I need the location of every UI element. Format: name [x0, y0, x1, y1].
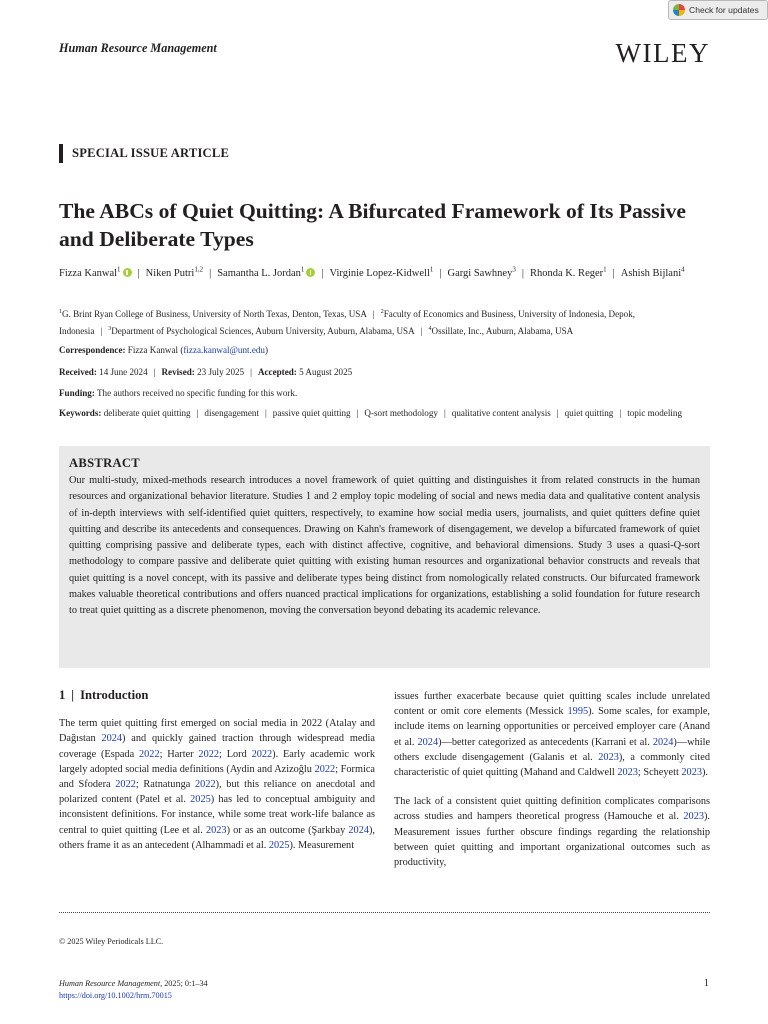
correspondence-email-link[interactable]: fizza.kanwal@unt.edu: [183, 345, 265, 355]
citation-link[interactable]: 2023: [683, 811, 704, 823]
section-number: 1: [59, 688, 66, 702]
affiliation-marker: 3: [108, 326, 112, 333]
citation-link[interactable]: 2023: [617, 767, 638, 779]
keyword[interactable]: passive quiet quitting: [272, 408, 351, 418]
journal-name: Human Resource Management: [59, 41, 217, 55]
affiliation-separator: |: [420, 326, 423, 337]
affiliation-text: Department of Psychological Sciences, Auburn University, Auburn, Alabama, USA: [111, 326, 415, 337]
funding-text: The authors received no specific funding for this work.: [97, 388, 298, 398]
citation-link[interactable]: 2023: [598, 751, 619, 763]
citation-link[interactable]: 2022: [195, 779, 216, 791]
author-name: Virginie Lopez-Kidwell: [329, 267, 430, 279]
citation-link[interactable]: 2022: [198, 748, 220, 760]
affiliation-separator: |: [100, 326, 103, 337]
abstract-box: [59, 446, 710, 668]
citation-link[interactable]: 2023: [681, 767, 702, 779]
author-separator: |: [137, 267, 140, 279]
keyword[interactable]: quiet quitting: [564, 408, 614, 418]
article-title: The ABCs of Quiet Quitting: A Bifurcated Framework of Its Passive and Deliberate Types: [59, 199, 686, 251]
author: [145, 265, 204, 279]
keyword-separator: |: [356, 408, 359, 418]
orcid-icon[interactable]: [306, 268, 315, 277]
received-label: Received:: [59, 367, 97, 377]
article-dates: Received: 14 June 2024 | Revised: 23 July 2025 | Accepted: 5 August 2025: [59, 367, 353, 377]
author-name: Rhonda K. Reger: [529, 267, 604, 279]
author-affiliation-marker: 1: [300, 265, 305, 273]
affiliation-marker: 1: [59, 309, 62, 315]
left-column: [59, 688, 375, 867]
author: [59, 265, 132, 279]
author-affiliation-marker: 1: [117, 265, 121, 273]
affiliation: [108, 326, 415, 336]
affiliation-marker: 2: [380, 309, 384, 315]
keyword[interactable]: deliberate quiet quitting: [103, 408, 191, 418]
author: [529, 265, 607, 279]
affiliation-text: Faculty of Economics and Business, University of Indonesia, Depok, Indonesia: [59, 309, 636, 337]
author-affiliation-marker: 1,2: [194, 265, 204, 273]
keywords-label: Keywords:: [59, 408, 102, 418]
body-paragraph: issues further exacerbate because quiet quitting scales include unrelated content or omit core elements (Messick 1995). Some scales, for example, include items on learning opportunities or perceived employer care (Anand et al. 2024)—better categorized as antecedents (Karrani et al. 2024)—while others exclude disengagement (Galanis et al. 2023), a commonly cited characteristic of quiet quitting (Mahand and Caldwell 2023; Scheyett 2023).: [394, 691, 711, 779]
author-affiliation-marker: 1: [603, 265, 607, 273]
citation-link[interactable]: 2022: [139, 748, 160, 760]
author: [620, 265, 685, 279]
author: [447, 265, 516, 279]
doi-link[interactable]: https://doi.org/10.1002/hrm.70015: [59, 991, 172, 1000]
keyword[interactable]: qualitative content analysis: [451, 408, 551, 418]
citation-link[interactable]: 2022: [251, 748, 273, 760]
accepted-label: Accepted:: [257, 367, 297, 377]
citation-link[interactable]: 2024: [652, 736, 674, 748]
author-list: [59, 262, 711, 281]
page-number: 1: [703, 978, 709, 989]
affiliation-marker: 4: [428, 326, 432, 333]
revised-label: Revised:: [161, 367, 195, 377]
abstract-heading: ABSTRACT: [69, 456, 140, 470]
affiliation-separator: |: [372, 309, 375, 320]
keyword[interactable]: topic modeling: [627, 408, 682, 418]
keyword-separator: |: [264, 408, 267, 418]
correspondence-label: Correspondence:: [59, 345, 126, 355]
right-column: [394, 689, 710, 884]
footer-divider: [59, 912, 710, 913]
affiliations: [59, 305, 711, 339]
author-name: Gargi Sawhney: [447, 267, 513, 279]
author-name: Fizza Kanwal: [59, 267, 118, 279]
copyright: © 2025 Wiley Periodicals LLC.: [59, 937, 164, 946]
body-paragraph: The lack of a consistent quiet quitting definition complicates comparisons across studies and hampers theoretical progress (Hamouche et al. 2023). Measurement issues further obscure findings regarding the relationship between quiet quitting and important organizational outcomes such as productivity,: [394, 796, 710, 869]
citation-link[interactable]: 2023: [205, 824, 227, 836]
received-date: 14 June 2024: [99, 367, 148, 377]
section-title: Introduction: [80, 688, 149, 702]
author-separator: |: [521, 267, 524, 279]
keyword-separator: |: [556, 408, 559, 418]
author-name: Niken Putri: [145, 267, 195, 279]
footer-journal: Human Resource Management,: [59, 979, 163, 988]
author-affiliation-marker: 4: [681, 265, 685, 273]
author-name: Ashish Bijlani: [620, 267, 682, 279]
body-paragraph: The term quiet quitting first emerged on social media in 2022 (Atalay and Dağıstan 2024) and quickly gained traction through widespread media coverage (Espada 2022; Harter 2022; Lord 2022). Early academic work largely adopted social media definitions (Aydin and Azizoğlu 2022; Formica and Sfodera 2022; Ratnatunga 2022), but this reliance on anecdotal and polarized content (Patel et al. 2025) has led to conceptual ambiguity and inconsistent definitions. For instance, while some treat work-life balance as central to quiet quitting (Lee et al. 2023) or as an outcome (Şarkbay 2024), others frame it as an antecedent (Alhammadi et al. 2025). Measurement: [59, 718, 376, 851]
abstract-text: Our multi-study, mixed-methods research introduces a novel framework of quiet quitting and distinguishes it from related constructs in the human resources and organizational behavior literature. Studies 1 and 2 employ topic modeling of social and news media data and qualitative content analysis of in-depth interviews with self-identified quiet quitters, respectively, to examine how social media users, journalists, and quiet quitters define quiet quitting and describe its antecedents and consequences. Drawing on Kahn's framework of disengagement, we develop a bifurcated framework of quiet quitting comprising passive and deliberate types, each with distinct affective, cognitive, and behavioral dimensions. Study 3 uses a quasi-Q-sort methodology to compare passive and deliberate quiet quitting with existing human resources and organizational behavior constructs and reveals that quiet quitting is a novel concept, with its passive and deliberate types being distinct from nomologically related constructs. Our bifurcated framework makes valuable theoretical contributions and offers nuanced practical implications for organizations, establishing a solid foundation for future research to treat quiet quitting as a discrete phenomenon, moving the conversation beyond debating its academic relevance.: [69, 475, 700, 617]
section-heading: 1 | Introduction: [59, 688, 149, 702]
citation-link[interactable]: 2024: [348, 824, 369, 836]
author-name: Samantha L. Jordan: [217, 267, 301, 279]
check-for-updates-button[interactable]: [668, 0, 768, 20]
citation-link[interactable]: 2022: [314, 763, 336, 775]
author: [217, 265, 315, 279]
article-type: SPECIAL ISSUE ARTICLE: [59, 144, 229, 163]
author-separator: |: [321, 267, 324, 279]
funding: [59, 387, 711, 400]
revised-date: 23 July 2025: [197, 367, 245, 377]
correspondence: Correspondence: Fizza Kanwal (fizza.kanwal@unt.edu): [59, 345, 268, 355]
keyword[interactable]: Q-sort methodology: [364, 408, 438, 418]
keyword[interactable]: disengagement: [204, 408, 259, 418]
orcid-icon[interactable]: [123, 268, 132, 277]
citation-link[interactable]: 1995: [567, 706, 589, 718]
footer-volume: 2025; 0:1–34: [162, 979, 208, 988]
check-for-updates-label: Check for updates: [689, 5, 759, 15]
keyword-separator: |: [196, 408, 199, 418]
accepted-date: 5 August 2025: [299, 367, 353, 377]
citation-link[interactable]: 2024: [417, 736, 439, 748]
citation-link[interactable]: 2025: [190, 794, 211, 806]
keyword-separator: |: [443, 408, 446, 418]
author-affiliation-marker: 1: [429, 265, 434, 273]
citation-link[interactable]: 2025: [268, 839, 290, 851]
keyword-separator: |: [619, 408, 622, 418]
author-separator: |: [612, 267, 615, 279]
affiliation-text: G. Brint Ryan College of Business, University of North Texas, Denton, Texas, USA: [62, 309, 367, 320]
citation-link[interactable]: 2024: [101, 733, 123, 745]
publisher-logo: WILEY: [615, 38, 710, 68]
author-separator: |: [209, 267, 212, 279]
affiliation-text: Ossillate, Inc., Auburn, Alabama, USA: [431, 326, 574, 337]
author-separator: |: [439, 267, 442, 279]
author-affiliation-marker: 3: [512, 265, 516, 273]
affiliation: [59, 309, 367, 319]
funding-label: Funding:: [59, 388, 95, 398]
keywords: [59, 407, 711, 420]
page-footer: [59, 978, 208, 1002]
correspondence-name: Fizza Kanwal: [127, 345, 179, 355]
citation-link[interactable]: 2022: [115, 779, 136, 791]
crossmark-icon: [673, 4, 685, 16]
affiliation: [429, 326, 574, 336]
author: [329, 265, 434, 279]
